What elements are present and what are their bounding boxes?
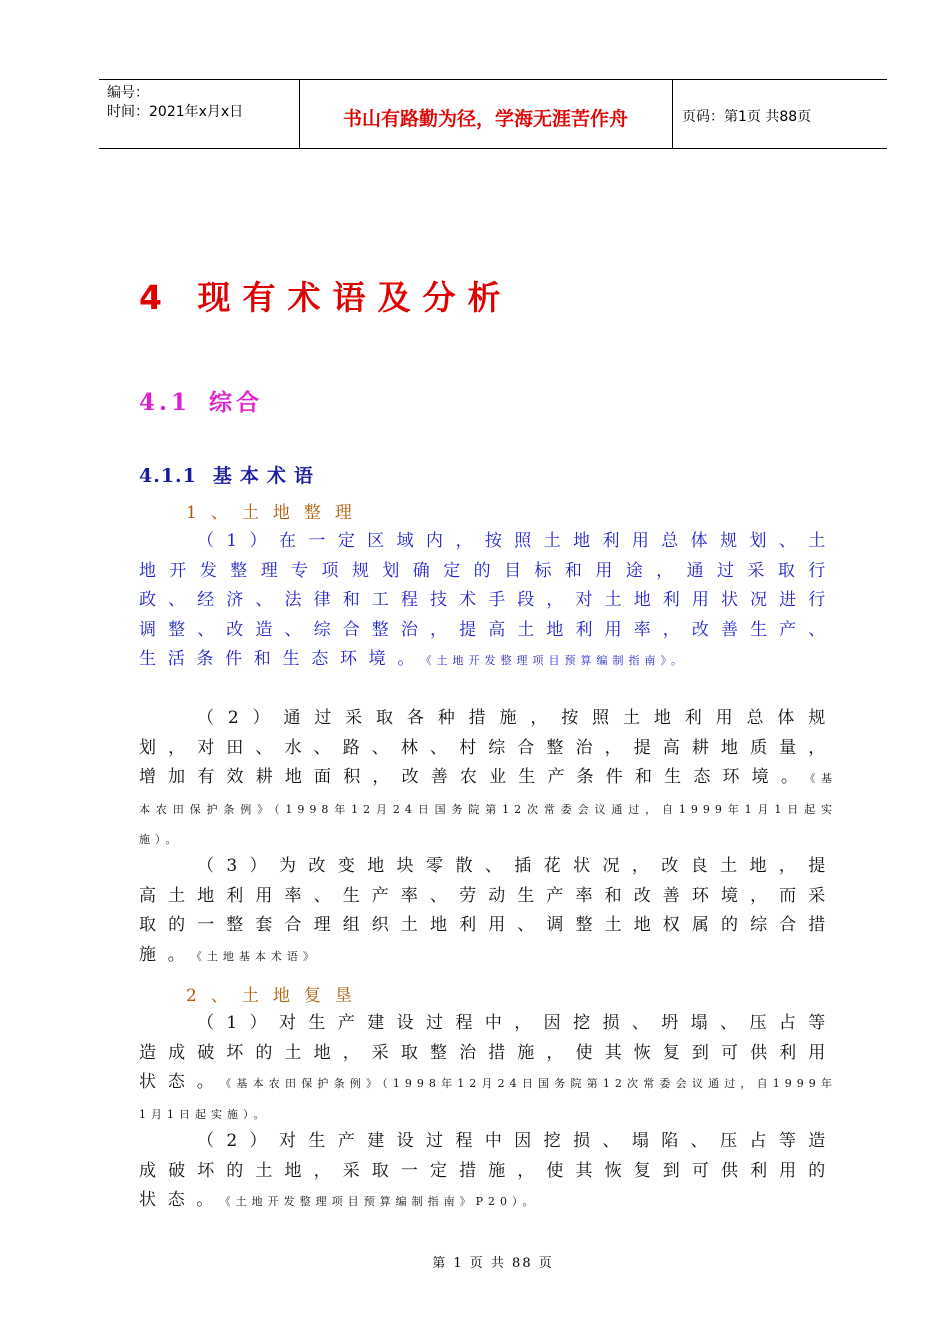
- definition-text: （1）对生产建设过程中，因挖损、坍塌、压占等造成破坏的土地，采取整治措施，使其恢复到可供利用状态。: [139, 1013, 837, 1093]
- definition-text: （3）为改变地块零散、插花状况，改良土地，提高土地利用率、生产率、劳动生产率和改善环境，而采取的一整套合理组织土地利用、调整土地权属的综合措施。: [139, 856, 837, 965]
- subsection-title: 基本术语: [212, 465, 321, 487]
- header-page-label: 页码：第1页 共88页: [682, 109, 812, 125]
- definition-paragraph: [139, 1127, 837, 1217]
- source-note: 《土地开发整理项目预算编制指南》P20）。: [225, 1195, 539, 1209]
- subsection-number: 4.1.1: [139, 465, 197, 487]
- section-number: 4.1: [139, 389, 192, 416]
- source-note: 《土地开发整理项目预算编制指南》。: [426, 654, 687, 668]
- header-motto: 书山有路勤为径，学海无涯苦作舟: [342, 108, 628, 130]
- document-header: [99, 79, 887, 149]
- definition-text: （2）通过采取各种措施，按照土地利用总体规划，对田、水、路、林、村综合整治，提高耕地质量，增加有效耕地面积，改善农业生产条件和生态环境。: [139, 708, 837, 788]
- item-heading: 1、土地整理: [186, 503, 366, 523]
- header-meta: [107, 84, 243, 122]
- time-label: 时间：2021年x月x日: [107, 104, 244, 120]
- source-note: 《基本农田保护条例》（1998年12月24日国务院第12次常委会议通过，自1999年1月1日起实施）。: [139, 1077, 837, 1121]
- chapter-title: 4 现有术语及分析: [139, 278, 513, 317]
- source-note: 《土地基本术语》: [196, 949, 319, 963]
- header-divider: [672, 80, 673, 148]
- definition-text: （1）在一定区域内，按照土地利用总体规划、土地开发整理专项规划确定的目标和用途，通过采取行政、经济、法律和工程技术手段，对土地利用状况进行调整、改造、综合整治，提高土地利用率，改善生产、生活条件和生态环境。: [139, 531, 837, 670]
- definition-paragraph: [139, 852, 837, 971]
- section-heading: [139, 384, 263, 417]
- item-heading: 2、土地复垦: [186, 986, 366, 1006]
- definition-paragraph: [139, 704, 837, 855]
- source-note: 《基本农田保护条例》（1998年12月24日国务院第12次常委会议通过，自1999年1月1日起实施）。: [139, 772, 837, 847]
- definition-text: （2）对生产建设过程中因挖损、塌陷、压占等造成破坏的土地，采取一定措施，使其恢复到可供利用的状态。: [139, 1131, 837, 1211]
- number-label: 编号：: [107, 85, 149, 101]
- definition-paragraph: [139, 1009, 837, 1129]
- definition-paragraph: [139, 527, 837, 676]
- section-title: 综合: [209, 390, 264, 416]
- page-footer: 第 1 页 共 88 页: [432, 1256, 554, 1271]
- subsection-heading: [139, 461, 321, 488]
